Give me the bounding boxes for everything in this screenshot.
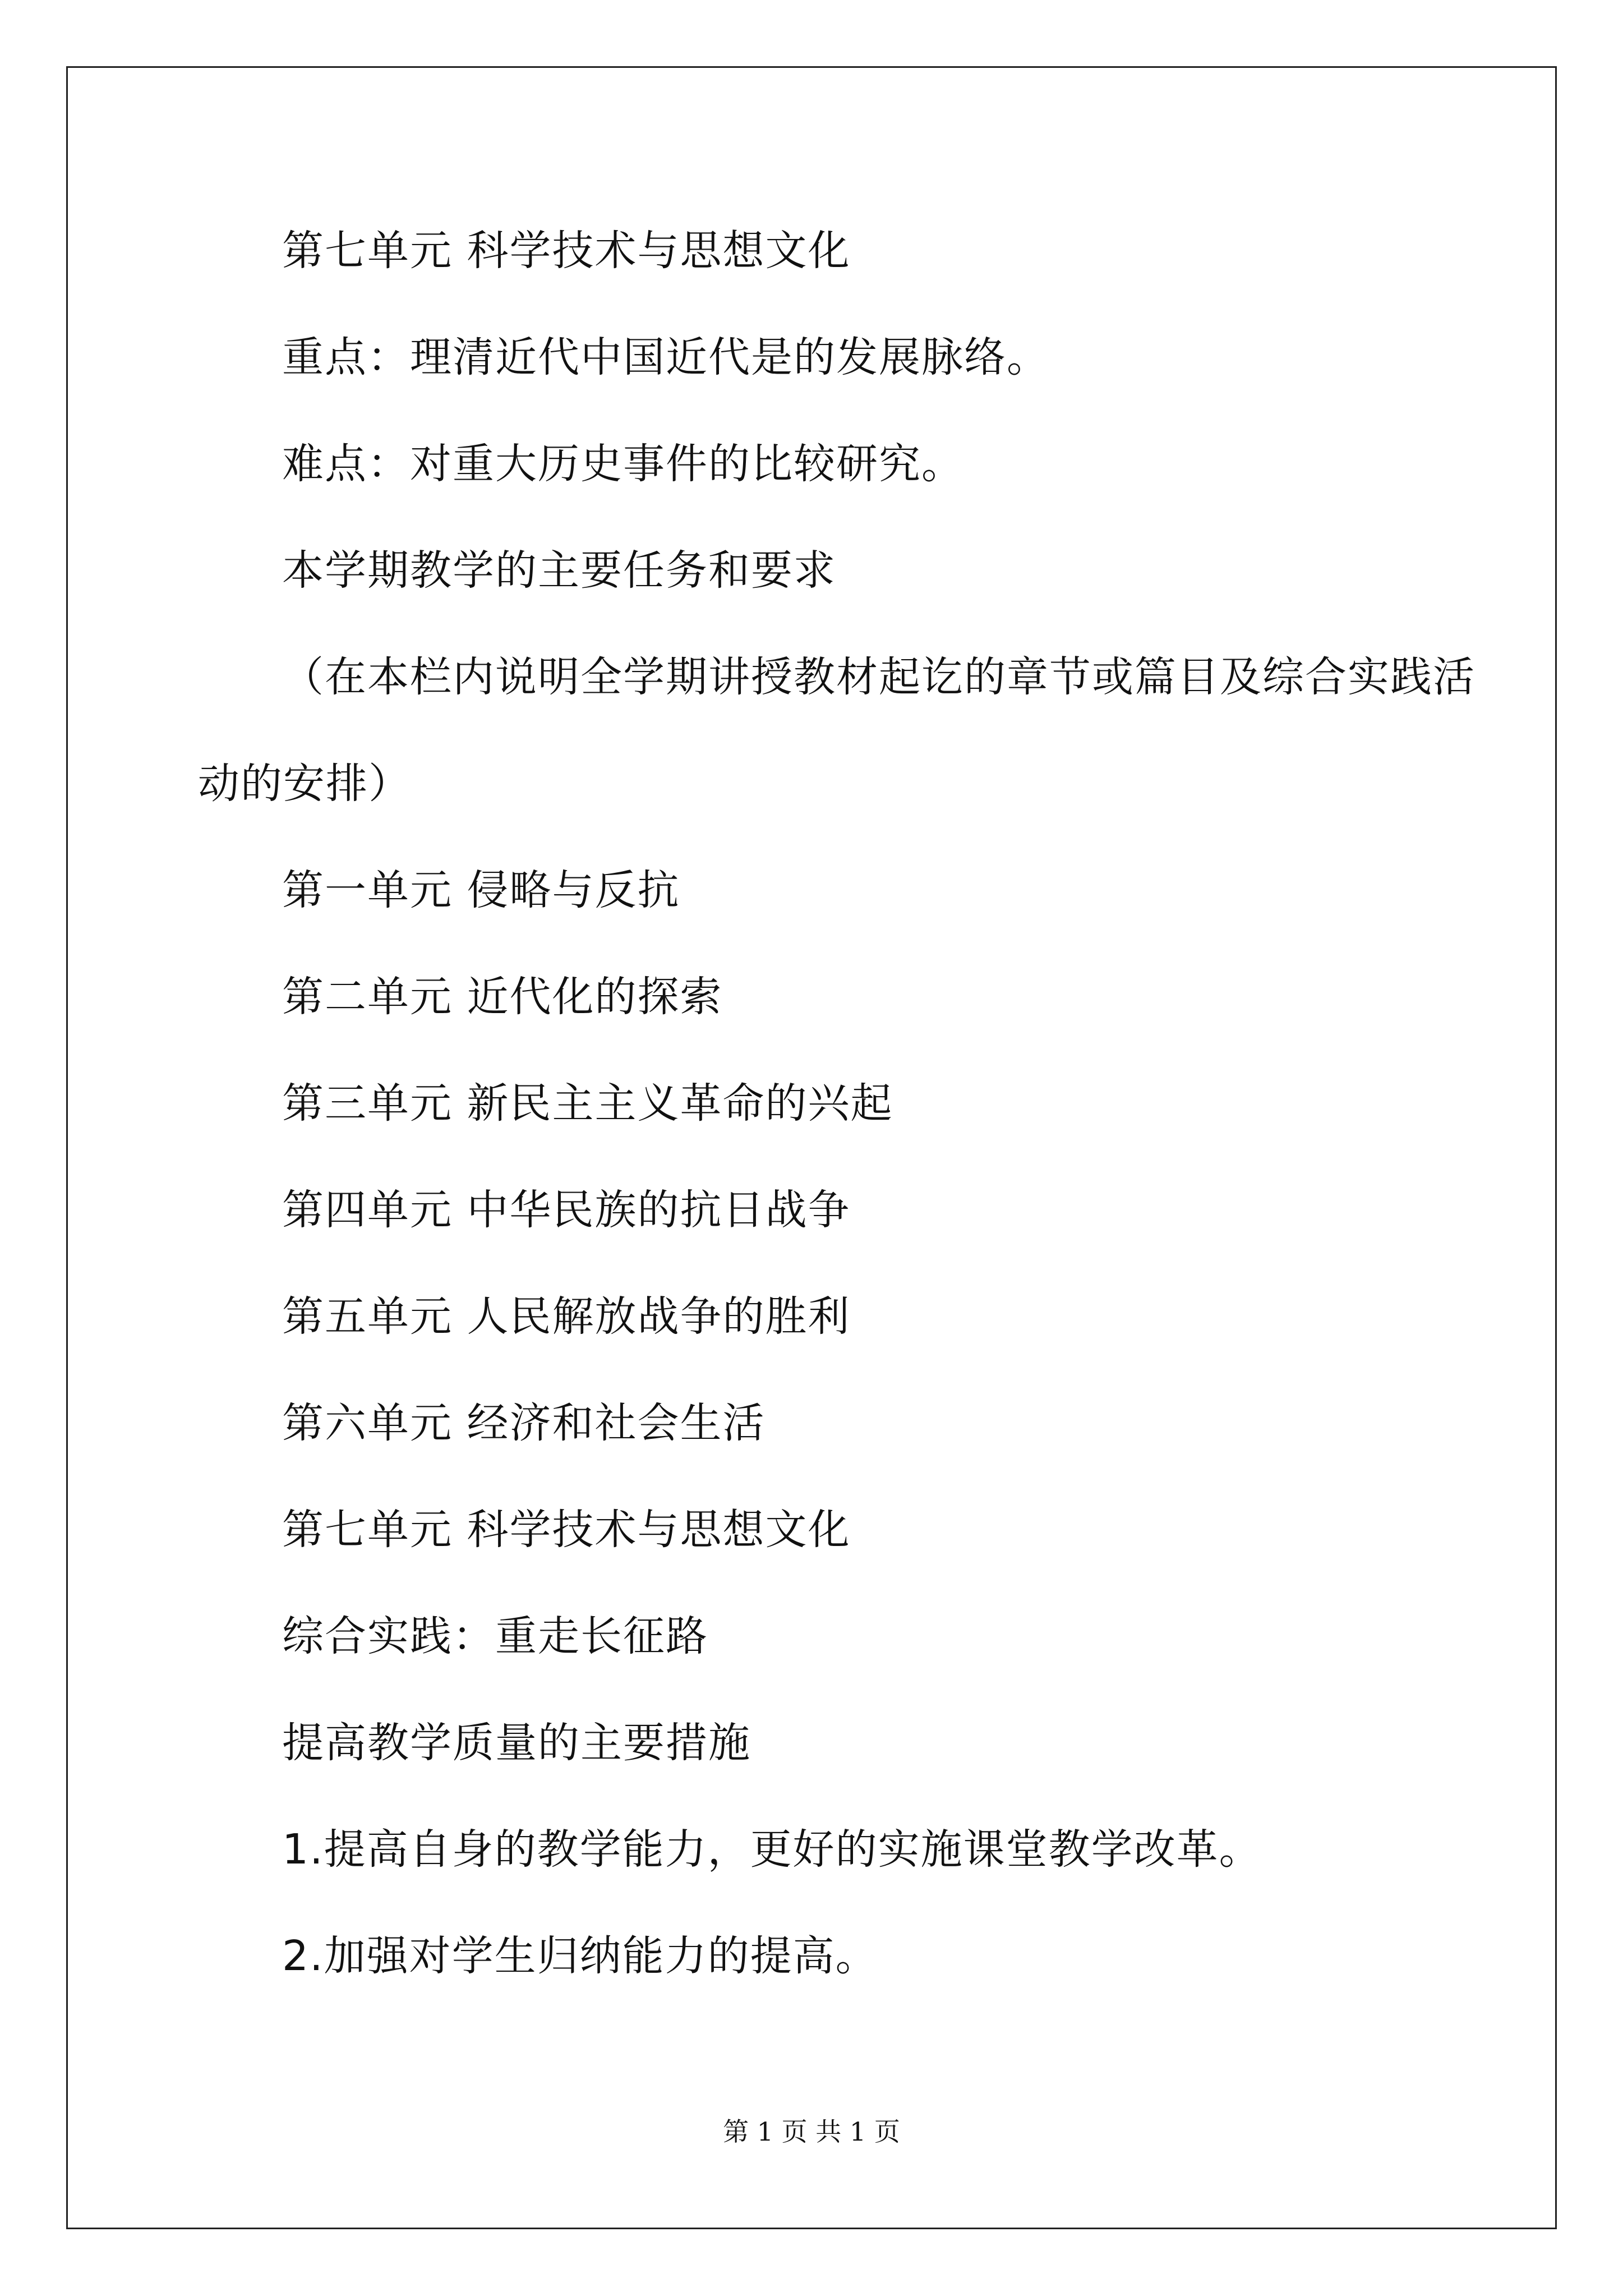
measures-heading: 提高教学质量的主要措施 [282, 1719, 751, 1767]
unit-six-line: 第六单元 经济和社会生活 [282, 1399, 766, 1447]
instruction-note-line: （在本栏内说明全学期讲授教材起讫的章节或篇目及综合实践活 [282, 653, 1476, 701]
unit-two-line: 第二单元 近代化的探索 [282, 973, 723, 1021]
unit-four-line: 第四单元 中华民族的抗日战争 [282, 1186, 851, 1234]
semester-tasks-heading: 本学期教学的主要任务和要求 [282, 546, 836, 595]
practice-line: 综合实践：重走长征路 [282, 1612, 708, 1660]
key-point-line: 重点：理清近代中国近代是的发展脉络。 [282, 333, 1049, 381]
instruction-note-continuation: 动的安排） [198, 760, 411, 808]
unit-one-line: 第一单元 侵略与反抗 [282, 866, 680, 914]
difficulty-line: 难点：对重大历史事件的比较研究。 [282, 440, 964, 488]
page-footer: 第 1 页 共 1 页 [723, 2116, 900, 2147]
unit-seven-heading: 第七单元 科学技术与思想文化 [282, 227, 851, 275]
measure-item-1: 1.提高自身的教学能力，更好的实施课堂教学改革。 [282, 1825, 1262, 1874]
measure-item-2: 2.加强对学生归纳能力的提高。 [282, 1932, 878, 1980]
unit-seven-line: 第七单元 科学技术与思想文化 [282, 1506, 851, 1554]
unit-three-line: 第三单元 新民主主义革命的兴起 [282, 1079, 893, 1128]
unit-five-line: 第五单元 人民解放战争的胜利 [282, 1292, 851, 1341]
